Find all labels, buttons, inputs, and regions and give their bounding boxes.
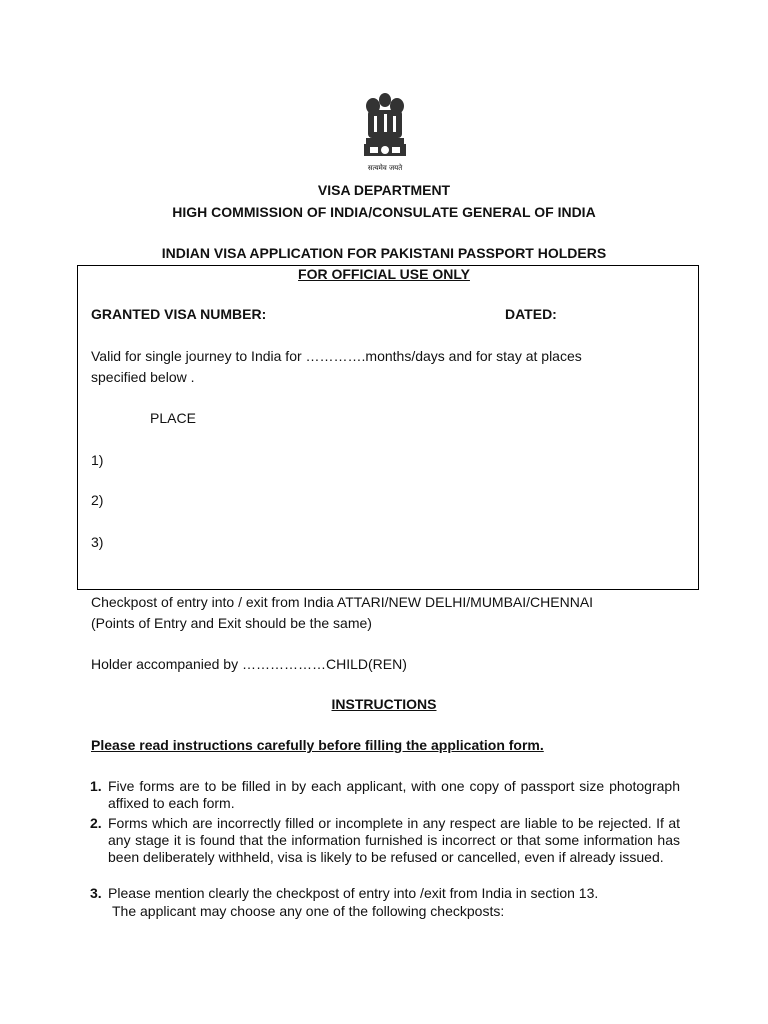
national-emblem — [360, 92, 410, 178]
instruction-number: 3. — [90, 885, 102, 901]
official-use-title: FOR OFFICIAL USE ONLY — [298, 266, 470, 282]
instruction-text: Forms which are incorrectly filled or incomplete in any respect are liable to be rejected. If at any stage it is found that the information furnished is incorrect or that some information has been deliberately withheld, visa is likely to be refused or cancelled, even if already issued. — [108, 815, 680, 865]
instruction-number: 1. — [90, 778, 102, 794]
instructions-subtitle: Please read instructions carefully before filling the application form. — [91, 737, 544, 753]
place-item-1: 1) — [91, 452, 104, 468]
checkpost-note: (Points of Entry and Exit should be the same) — [91, 615, 372, 631]
place-item-2: 2) — [91, 492, 104, 508]
instruction-item-3 — [90, 885, 680, 902]
instruction-item-3-continued: The applicant may choose any one of the following checkposts: — [112, 903, 505, 919]
validity-text-line2: specified below . — [91, 369, 195, 385]
instruction-text: Please mention clearly the checkpost of entry into /exit from India in section 13. — [108, 885, 599, 901]
instruction-number: 2. — [90, 815, 102, 831]
instruction-text: Five forms are to be filled in by each applicant, with one copy of passport size photograph affixed to each form. — [108, 778, 680, 811]
place-item-3: 3) — [91, 534, 104, 550]
place-label: PLACE — [150, 410, 196, 426]
instruction-item-2 — [90, 815, 680, 866]
department-title: VISA DEPARTMENT — [317, 182, 451, 198]
form-title: INDIAN VISA APPLICATION FOR PAKISTANI PASSPORT HOLDERS — [161, 245, 607, 261]
checkpost-text: Checkpost of entry into / exit from India ATTARI/NEW DELHI/MUMBAI/CHENNAI — [91, 594, 594, 610]
dated-label: DATED: — [505, 306, 557, 322]
emblem-motto: सत्यमेव जयते — [367, 164, 403, 172]
instruction-item-1 — [90, 778, 680, 812]
validity-text-line1: Valid for single journey to India for ………….months/days and for stay at places — [91, 348, 582, 364]
instructions-title: INSTRUCTIONS — [331, 696, 437, 712]
granted-visa-number-label: GRANTED VISA NUMBER: — [91, 306, 267, 322]
holder-accompanied-text: Holder accompanied by ………………CHILD(REN) — [91, 656, 407, 672]
commission-title: HIGH COMMISSION OF INDIA/CONSULATE GENERAL OF INDIA — [172, 204, 596, 220]
